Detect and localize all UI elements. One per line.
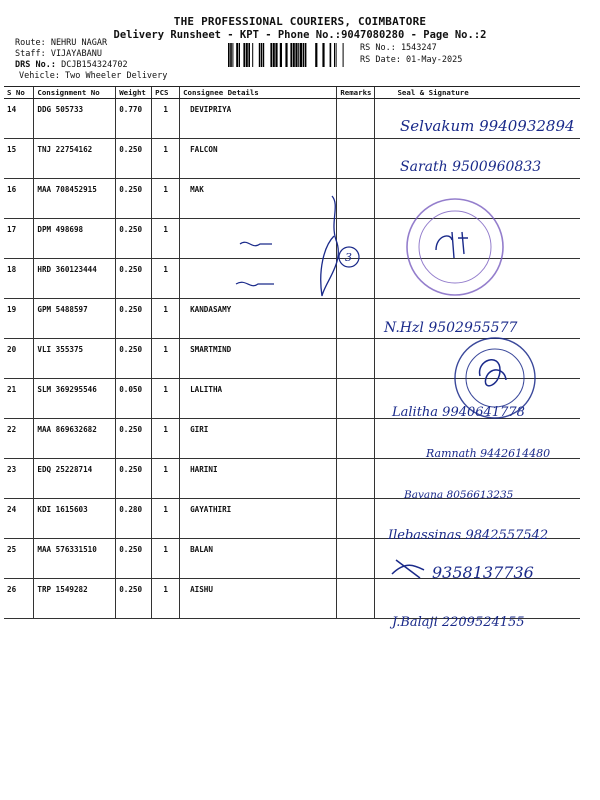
row-consignee: AISHU bbox=[180, 579, 337, 619]
barcode-bar bbox=[322, 43, 324, 67]
barcode-bar bbox=[334, 43, 335, 67]
row-weight: 0.250 bbox=[116, 419, 152, 459]
drs-label: DRS No.: bbox=[15, 60, 56, 70]
staff-label: Staff: VIJAYABANU bbox=[15, 49, 102, 59]
row-pcs: 1 bbox=[152, 459, 180, 499]
row-seal-signature bbox=[375, 419, 580, 459]
row-seal-signature bbox=[375, 299, 580, 339]
row-sno: 22 bbox=[4, 419, 34, 459]
row-consignment-no: VLI 355375 bbox=[34, 339, 116, 379]
row-pcs: 1 bbox=[152, 579, 180, 619]
barcode-bar bbox=[298, 43, 299, 67]
row-pcs: 1 bbox=[152, 259, 180, 299]
row-weight: 0.250 bbox=[116, 179, 152, 219]
row-consignment-no: MAA 869632682 bbox=[34, 419, 116, 459]
row-consignee: SMARTMIND bbox=[180, 339, 337, 379]
col-weight: Weight bbox=[116, 87, 152, 99]
barcode-bar bbox=[285, 43, 287, 67]
row-remarks bbox=[337, 459, 375, 499]
barcode-bar bbox=[259, 43, 261, 67]
row-pcs: 1 bbox=[152, 499, 180, 539]
table-row bbox=[4, 419, 580, 459]
row-sno: 23 bbox=[4, 459, 34, 499]
barcode-bar bbox=[293, 43, 295, 67]
row-weight: 0.250 bbox=[116, 459, 152, 499]
barcode-bar bbox=[239, 43, 240, 67]
table-row bbox=[4, 579, 580, 619]
barcode-bar bbox=[275, 43, 277, 67]
row-weight: 0.250 bbox=[116, 139, 152, 179]
row-consignment-no: MAA 576331510 bbox=[34, 539, 116, 579]
row-consignment-no: TNJ 22754162 bbox=[34, 139, 116, 179]
row-consignee: LALITHA bbox=[180, 379, 337, 419]
table-row bbox=[4, 99, 580, 139]
barcode-bar bbox=[336, 43, 337, 67]
row-weight: 0.250 bbox=[116, 539, 152, 579]
handwriting-row-24: Ilebassinas 9842557542 bbox=[388, 528, 549, 543]
document-subtitle: Delivery Runsheet - KPT - Phone No.:9047080280 - Page No.:2 bbox=[113, 29, 487, 41]
barcode-bar bbox=[236, 43, 238, 67]
barcode-bar bbox=[343, 43, 344, 67]
row-seal-signature bbox=[375, 379, 580, 419]
handwriting-row-19: N.Hzl 9502955577 bbox=[384, 320, 518, 336]
row-pcs: 1 bbox=[152, 539, 180, 579]
barcode-bar bbox=[273, 43, 275, 67]
row-weight: 0.250 bbox=[116, 579, 152, 619]
col-remarks: Remarks bbox=[337, 87, 375, 99]
document-title: THE PROFESSIONAL COURIERS, COIMBATORE bbox=[173, 15, 427, 28]
barcode-bar bbox=[232, 43, 233, 67]
handwriting-row-22: Ramnath 9442614480 bbox=[426, 447, 551, 460]
row-seal-signature bbox=[375, 579, 580, 619]
table-row bbox=[4, 299, 580, 339]
row-remarks bbox=[337, 299, 375, 339]
row-remarks bbox=[337, 539, 375, 579]
barcode-bar bbox=[305, 43, 307, 67]
row-remarks bbox=[337, 179, 375, 219]
row-seal-signature bbox=[375, 179, 580, 219]
row-seal-signature bbox=[375, 539, 580, 579]
row-seal-signature bbox=[375, 339, 580, 379]
vehicle-label: Vehicle: Two Wheeler Delivery bbox=[19, 71, 168, 81]
table-row bbox=[4, 459, 580, 499]
barcode-bar bbox=[315, 43, 317, 67]
row-pcs: 1 bbox=[152, 219, 180, 259]
row-consignment-no: MAA 708452915 bbox=[34, 179, 116, 219]
row-seal-signature bbox=[375, 459, 580, 499]
col-consignee: Consignee Details bbox=[180, 87, 337, 99]
drs-number bbox=[15, 60, 128, 70]
row-consignment-no: DDG 505733 bbox=[34, 99, 116, 139]
row-consignment-no: EDQ 25228714 bbox=[34, 459, 116, 499]
row-remarks bbox=[337, 579, 375, 619]
row-pcs: 1 bbox=[152, 299, 180, 339]
ringed-note-digit: 3 bbox=[345, 251, 352, 264]
table-row bbox=[4, 219, 580, 259]
row-remarks bbox=[337, 339, 375, 379]
barcode-bar bbox=[290, 43, 292, 67]
row-pcs: 1 bbox=[152, 139, 180, 179]
row-consignee bbox=[180, 219, 337, 259]
table-header-row bbox=[4, 87, 580, 99]
row-seal-signature bbox=[375, 219, 580, 259]
runsheet-table bbox=[4, 86, 580, 619]
handwriting-row-14: Selvakum 9940932894 bbox=[400, 117, 575, 135]
route-label: Route: NEHRU NAGAR bbox=[15, 38, 108, 48]
barcode bbox=[228, 43, 354, 67]
row-sno: 14 bbox=[4, 99, 34, 139]
row-sno: 21 bbox=[4, 379, 34, 419]
row-sno: 17 bbox=[4, 219, 34, 259]
table-row bbox=[4, 499, 580, 539]
row-consignment-no: SLM 369295546 bbox=[34, 379, 116, 419]
barcode-bar bbox=[230, 43, 232, 67]
row-weight: 0.280 bbox=[116, 499, 152, 539]
row-sno: 24 bbox=[4, 499, 34, 539]
row-remarks bbox=[337, 139, 375, 179]
barcode-bar bbox=[261, 43, 262, 67]
table-row bbox=[4, 179, 580, 219]
row-pcs: 1 bbox=[152, 99, 180, 139]
row-consignee: FALCON bbox=[180, 139, 337, 179]
row-consignee bbox=[180, 259, 337, 299]
table-row bbox=[4, 139, 580, 179]
table-row bbox=[4, 339, 580, 379]
row-consignee: DEVIPRIYA bbox=[180, 99, 337, 139]
barcode-bar bbox=[330, 43, 332, 67]
row-consignee: HARINI bbox=[180, 459, 337, 499]
handwriting-row-21: Lalitha 9940641778 bbox=[392, 405, 525, 420]
row-weight: 0.250 bbox=[116, 299, 152, 339]
row-seal-signature bbox=[375, 99, 580, 139]
barcode-bar bbox=[246, 43, 248, 67]
row-pcs: 1 bbox=[152, 339, 180, 379]
handwriting-row-23: Bavana 8056613235 bbox=[404, 489, 514, 501]
drs-value: DCJB154324702 bbox=[61, 60, 128, 70]
barcode-bar bbox=[295, 43, 297, 67]
row-remarks bbox=[337, 379, 375, 419]
handwriting-row-15: Sarath 9500960833 bbox=[400, 159, 542, 175]
row-remarks bbox=[337, 499, 375, 539]
row-seal-signature bbox=[375, 499, 580, 539]
row-consignment-no: GPM 5488597 bbox=[34, 299, 116, 339]
barcode-bar bbox=[248, 43, 250, 67]
row-seal-signature bbox=[375, 259, 580, 299]
row-sno: 19 bbox=[4, 299, 34, 339]
row-pcs: 1 bbox=[152, 179, 180, 219]
barcode-bar bbox=[300, 43, 302, 67]
row-remarks bbox=[337, 99, 375, 139]
row-sno: 25 bbox=[4, 539, 34, 579]
row-consignment-no: KDI 1615603 bbox=[34, 499, 116, 539]
rs-date: RS Date: 01-May-2025 bbox=[360, 55, 463, 65]
col-sno: S No bbox=[4, 87, 34, 99]
row-weight: 0.770 bbox=[116, 99, 152, 139]
barcode-bar bbox=[280, 43, 282, 67]
barcode-bar bbox=[263, 43, 265, 67]
table-row bbox=[4, 379, 580, 419]
barcode-bar bbox=[270, 43, 272, 67]
row-consignee: GIRI bbox=[180, 419, 337, 459]
row-remarks bbox=[337, 259, 375, 299]
row-seal-signature bbox=[375, 139, 580, 179]
table-row bbox=[4, 539, 580, 579]
row-consignee: BALAN bbox=[180, 539, 337, 579]
barcode-bar bbox=[303, 43, 305, 67]
row-remarks bbox=[337, 219, 375, 259]
barcode-bar bbox=[243, 43, 245, 67]
barcode-bar bbox=[228, 43, 230, 67]
row-remarks bbox=[337, 419, 375, 459]
row-pcs: 1 bbox=[152, 419, 180, 459]
row-sno: 16 bbox=[4, 179, 34, 219]
row-weight: 0.250 bbox=[116, 219, 152, 259]
table-row bbox=[4, 259, 580, 299]
col-pcs: PCS bbox=[152, 87, 180, 99]
row-sno: 18 bbox=[4, 259, 34, 299]
row-consignment-no: TRP 1549282 bbox=[34, 579, 116, 619]
handwriting-row-25: 9358137736 bbox=[432, 563, 534, 582]
handwriting-row-26: J.Balaji 2209524155 bbox=[392, 615, 525, 630]
col-seal-signature: Seal & Signature bbox=[375, 87, 580, 99]
row-consignment-no: DPM 498698 bbox=[34, 219, 116, 259]
row-consignee: KANDASAMY bbox=[180, 299, 337, 339]
rs-number: RS No.: 1543247 bbox=[360, 43, 437, 53]
row-pcs: 1 bbox=[152, 379, 180, 419]
row-consignee: GAYATHIRI bbox=[180, 499, 337, 539]
row-sno: 26 bbox=[4, 579, 34, 619]
row-weight: 0.250 bbox=[116, 259, 152, 299]
col-consignment: Consignment No bbox=[34, 87, 116, 99]
row-weight: 0.250 bbox=[116, 339, 152, 379]
row-consignment-no: HRD 360123444 bbox=[34, 259, 116, 299]
row-weight: 0.050 bbox=[116, 379, 152, 419]
barcode-bar bbox=[252, 43, 253, 67]
row-sno: 20 bbox=[4, 339, 34, 379]
row-sno: 15 bbox=[4, 139, 34, 179]
row-consignee: MAK bbox=[180, 179, 337, 219]
